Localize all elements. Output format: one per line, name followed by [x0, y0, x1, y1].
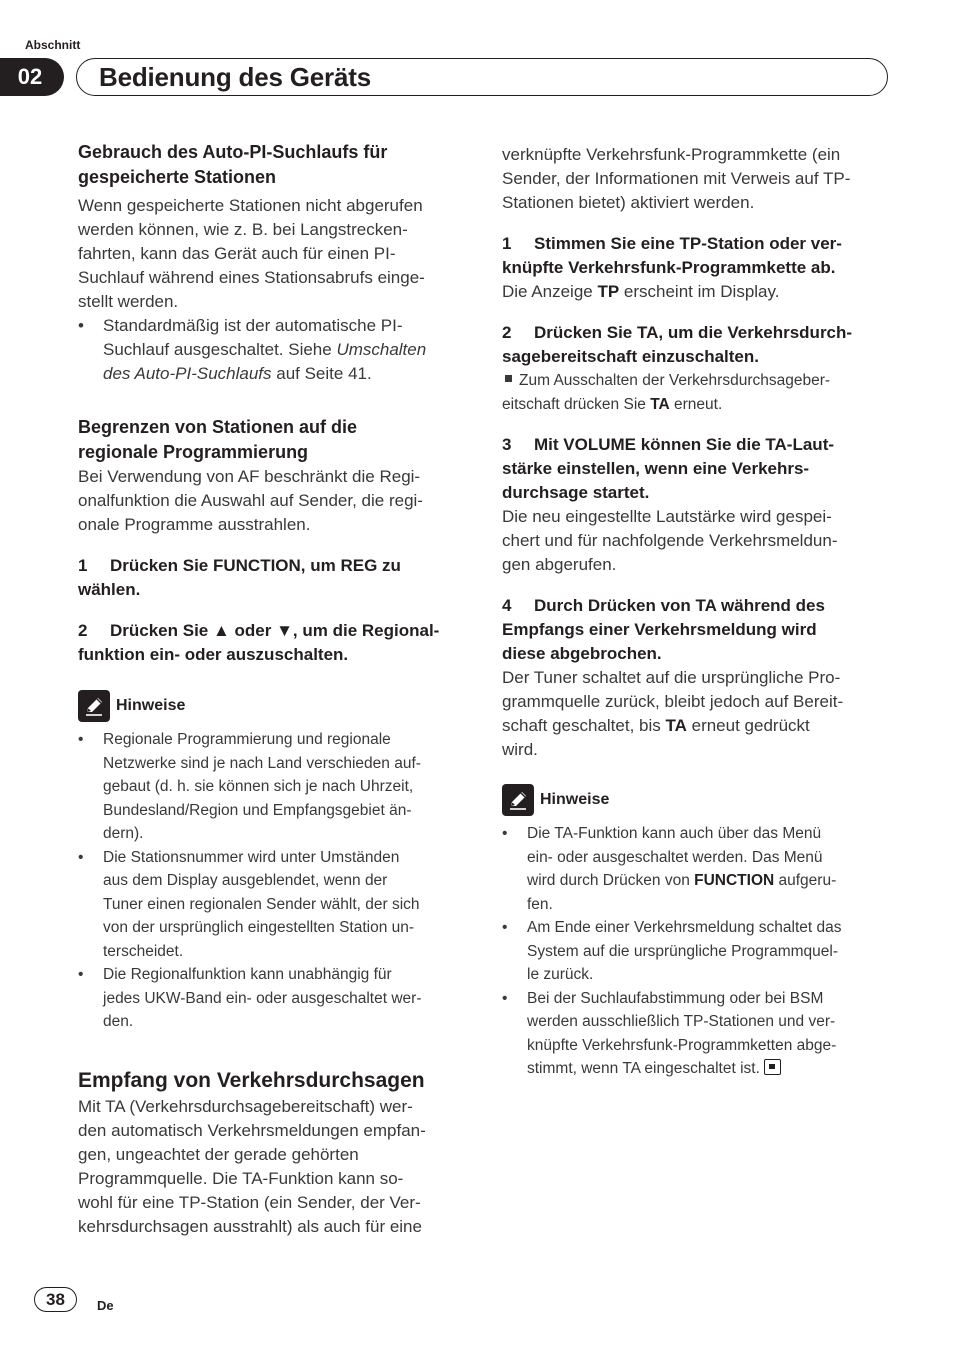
- notes-header: [78, 690, 466, 722]
- pencil-icon: [502, 784, 534, 816]
- paragraph-regional: Bei Verwendung von AF beschränkt die Regi- onalfunktion die Auswahl auf Sender, die regi- onale Programme ausstrahlen.: [78, 467, 423, 534]
- step-2-traffic: 2 Drücken Sie TA, um die Verkehrsdurch- sagebereitschaft einzuschalten.: [502, 323, 853, 366]
- pencil-icon: [78, 690, 110, 722]
- list-item: • Die Regionalfunktion kann unabhängig für jedes UKW-Band ein- oder ausgeschaltet wer- den.: [78, 963, 466, 1034]
- paragraph-auto-pi: Wenn gespeicherte Stationen nicht abgerufen werden können, wie z. B. bei Langstrecken- fahrten, kann das Gerät auch für einen PI- Suchlauf während eines Stationsabrufs einge- stellt werden.: [78, 196, 425, 311]
- page-number: 38: [34, 1287, 77, 1312]
- section-label: Abschnitt: [25, 38, 81, 52]
- notes-list: [78, 728, 466, 1034]
- cross-reference-link: Umschalten: [336, 340, 427, 359]
- step-2-regional: 2 Drücken Sie ▲ oder ▼, um die Regional- funktion ein- oder auszuschalten.: [78, 621, 440, 664]
- section-heading-regional: Begrenzen von Stationen auf die regionale Programmierung: [78, 417, 358, 462]
- step-4-description: Der Tuner schaltet auf die ursprüngliche Pro- grammquelle zurück, bleibt jedoch auf Bereit- schaft geschaltet, bis TA erneut gedrückt wird.: [502, 668, 844, 759]
- end-of-section-icon: [764, 1059, 781, 1075]
- chapter-number-badge: 02: [0, 58, 64, 96]
- chapter-title-bar: [76, 58, 888, 96]
- notes-title: Hinweise: [540, 791, 610, 808]
- list-item: • Regionale Programmierung und regionale Netzwerke sind je nach Land verschieden auf- gebaut (d. h. sie können sich je nach Uhrzeit, Bundesland/Region und Empfangsgebiet än- dern).: [78, 728, 466, 846]
- step-3-description: Die neu eingestellte Lautstärke wird gespei- chert und für nachfolgende Verkehrsmeldun- gen abgerufen.: [502, 507, 838, 574]
- section-heading-auto-pi: Gebrauch des Auto-PI-Suchlaufs für gespeicherte Stationen: [78, 142, 388, 187]
- step-3-traffic: 3 Mit VOLUME können Sie die TA-Laut- stärke einstellen, wenn eine Verkehrs- durchsage startet.: [502, 435, 835, 502]
- notes-title: Hinweise: [116, 697, 186, 714]
- list-item: • Standardmäßig ist der automatische PI- Suchlauf ausgeschaltet. Siehe Umschalten des Auto-PI-Suchlaufs auf Seite 41.: [78, 314, 466, 386]
- notes-list: [502, 822, 886, 1081]
- list-item: • Am Ende einer Verkehrsmeldung schaltet das System auf die ursprüngliche Programmquel- le zurück.: [502, 916, 886, 987]
- language-code: De: [97, 1298, 114, 1313]
- left-column: [78, 140, 466, 1239]
- square-bullet-icon: [505, 375, 512, 382]
- bullet-list-auto-pi: [78, 314, 466, 386]
- step-2-note: Zum Ausschalten der Verkehrsdurchsageber- eitschaft drücken Sie TA erneut.: [502, 372, 831, 413]
- right-column: [502, 140, 886, 1081]
- paragraph-traffic-continued: verknüpfte Verkehrsfunk-Programmkette (ein Sender, der Informationen mit Verweis auf TP- Stationen bietet) aktiviert werden.: [502, 145, 851, 212]
- page-title: Bedienung des Geräts: [99, 61, 371, 92]
- section-heading-traffic: Empfang von Verkehrsdurchsagen: [78, 1068, 425, 1092]
- step-1-traffic: 1 Stimmen Sie eine TP-Station oder ver- knüpfte Verkehrsfunk-Programmkette ab.: [502, 234, 842, 277]
- list-item: • Die TA-Funktion kann auch über das Menü ein- oder ausgeschaltet werden. Das Menü wird durch Drücken von FUNCTION aufgeru- fen.: [502, 822, 886, 916]
- step-4-traffic: 4 Durch Drücken von TA während des Empfangs einer Verkehrsmeldung wird diese abgebrochen.: [502, 596, 825, 663]
- notes-header: [502, 784, 886, 816]
- step-1-description: Die Anzeige TP erscheint im Display.: [502, 282, 780, 301]
- list-item: • Die Stationsnummer wird unter Umständen aus dem Display ausgeblendet, wenn der Tuner einen regionalen Sender wählt, der sich von der ursprünglich eingestellten Station un- terscheidet.: [78, 846, 466, 964]
- paragraph-traffic: Mit TA (Verkehrsdurchsagebereitschaft) wer- den automatisch Verkehrsmeldungen empfan- gen, ungeachtet der gerade gehörten Programmquelle. Die TA-Funktion kann so- wohl für eine TP-Station (ein Sender, der Ver- kehrsdurchsagen ausstrahlt) als auch für eine: [78, 1096, 426, 1236]
- step-1-regional: 1 Drücken Sie FUNCTION, um REG zu wählen.: [78, 556, 401, 599]
- list-item: • Bei der Suchlaufabstimmung oder bei BSM werden ausschließlich TP-Stationen und ver- knüpfte Verkehrsfunk-Programmketten abge- stimmt, wenn TA eingeschaltet ist.: [502, 987, 886, 1081]
